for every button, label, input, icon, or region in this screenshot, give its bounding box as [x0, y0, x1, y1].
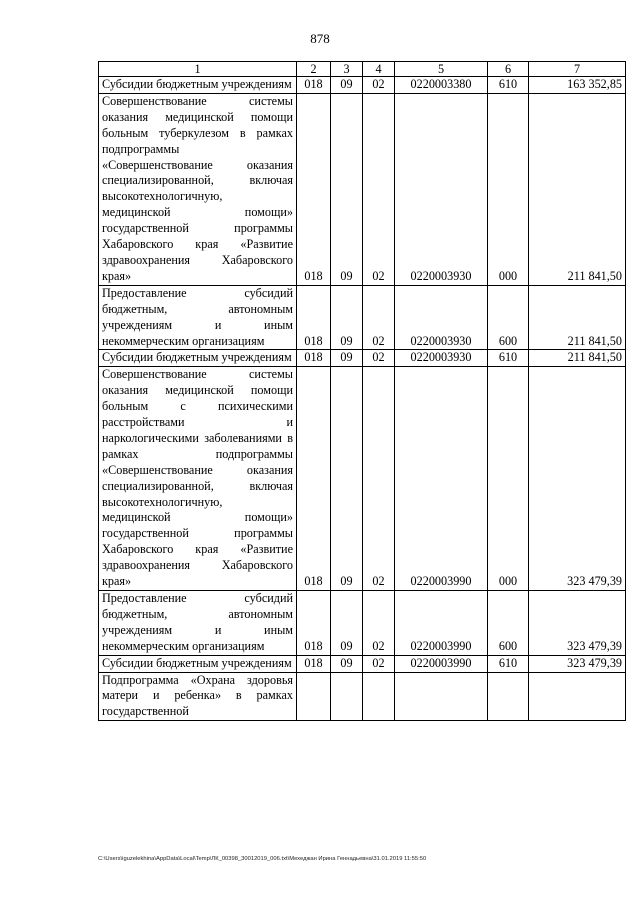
row-name: Предоставление субсидий бюджетным, автономным учреждениям и иным некоммерческим организациям — [99, 591, 297, 656]
row-target: 0220003930 — [395, 350, 488, 367]
row-type: 600 — [488, 591, 529, 656]
row-amount: 323 479,39 — [529, 367, 626, 591]
row-type: 000 — [488, 367, 529, 591]
header-col-7: 7 — [529, 62, 626, 77]
row-name: Подпрограмма «Охрана здоровья матери и ребенка» в рамках государственной — [99, 672, 297, 721]
row-amount: 163 352,85 — [529, 77, 626, 94]
row-amount: 323 479,39 — [529, 655, 626, 672]
row-amount: 211 841,50 — [529, 93, 626, 285]
row-target — [395, 672, 488, 721]
row-section: 09 — [331, 591, 363, 656]
row-name: Предоставление субсидий бюджетным, автономным учреждениям и иным некоммерческим организациям — [99, 285, 297, 350]
row-section: 09 — [331, 77, 363, 94]
row-ministry: 018 — [297, 77, 331, 94]
row-subsection: 02 — [363, 367, 395, 591]
header-col-5: 5 — [395, 62, 488, 77]
row-name: Субсидии бюджетным учреждениям — [99, 77, 297, 94]
table-row — [99, 591, 626, 656]
row-type: 610 — [488, 350, 529, 367]
table-row — [99, 93, 626, 285]
row-subsection: 02 — [363, 93, 395, 285]
row-subsection: 02 — [363, 591, 395, 656]
header-row — [99, 62, 626, 77]
row-name: Субсидии бюджетным учреждениям — [99, 655, 297, 672]
row-section: 09 — [331, 350, 363, 367]
row-ministry: 018 — [297, 93, 331, 285]
row-type: 610 — [488, 655, 529, 672]
row-subsection: 02 — [363, 285, 395, 350]
row-ministry: 018 — [297, 285, 331, 350]
row-section: 09 — [331, 655, 363, 672]
table-row — [99, 672, 626, 721]
row-ministry: 018 — [297, 367, 331, 591]
row-target: 0220003380 — [395, 77, 488, 94]
row-ministry: 018 — [297, 350, 331, 367]
row-subsection — [363, 672, 395, 721]
row-type: 000 — [488, 93, 529, 285]
row-target: 0220003990 — [395, 655, 488, 672]
row-type: 600 — [488, 285, 529, 350]
table-row — [99, 655, 626, 672]
row-ministry — [297, 672, 331, 721]
row-amount: 211 841,50 — [529, 285, 626, 350]
header-col-4: 4 — [363, 62, 395, 77]
row-section: 09 — [331, 93, 363, 285]
row-amount: 323 479,39 — [529, 591, 626, 656]
row-name: Совершенствование системы оказания медицинской помощи больным туберкулезом в рамках подпрограммы «Совершенствование оказания специализированной, включая высокотехнологичную, медицинской помощи» государственной программы Хабаровского края «Развитие здравоохранения Хабаровского края» — [99, 93, 297, 285]
row-name: Совершенствование системы оказания медицинской помощи больным с психическими расстройствами и наркологическими заболеваниями в рамках подпрограммы «Совершенствование оказания специализированной, включая высокотехнологичную, медицинской помощи» государственной программы Хабаровского края «Развитие здравоохранения Хабаровского края» — [99, 367, 297, 591]
row-target: 0220003930 — [395, 93, 488, 285]
table-row — [99, 367, 626, 591]
row-ministry: 018 — [297, 655, 331, 672]
row-target: 0220003990 — [395, 591, 488, 656]
file-path-footer: C:\Users\iguzelekhina\AppData\Local\Temp\ЛК_00398_30012019_006.txt\Мехеджан Ирина Геннадьевна\31.01.2019 11:55:50 — [98, 856, 427, 862]
row-section — [331, 672, 363, 721]
row-section: 09 — [331, 285, 363, 350]
row-subsection: 02 — [363, 77, 395, 94]
header-col-1: 1 — [99, 62, 297, 77]
row-amount — [529, 672, 626, 721]
budget-table — [98, 61, 626, 721]
row-name: Субсидии бюджетным учреждениям — [99, 350, 297, 367]
row-subsection: 02 — [363, 350, 395, 367]
table-row — [99, 285, 626, 350]
header-col-6: 6 — [488, 62, 529, 77]
header-col-3: 3 — [331, 62, 363, 77]
table-row — [99, 350, 626, 367]
row-subsection: 02 — [363, 655, 395, 672]
row-target: 0220003990 — [395, 367, 488, 591]
row-ministry: 018 — [297, 591, 331, 656]
row-type — [488, 672, 529, 721]
row-target: 0220003930 — [395, 285, 488, 350]
header-col-2: 2 — [297, 62, 331, 77]
row-type: 610 — [488, 77, 529, 94]
row-section: 09 — [331, 367, 363, 591]
page-number: 878 — [310, 31, 330, 46]
table-row — [99, 77, 626, 94]
row-amount: 211 841,50 — [529, 350, 626, 367]
